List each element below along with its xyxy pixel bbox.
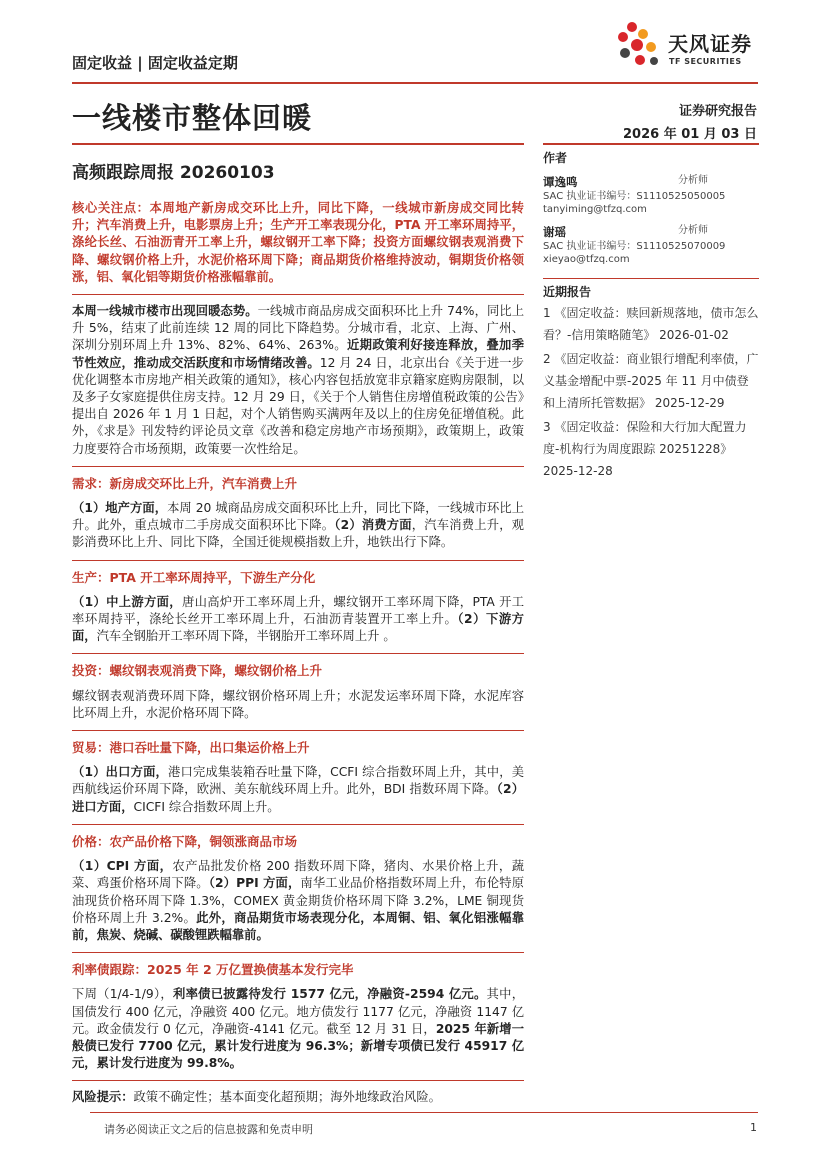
section-text: 汽车全钢胎开工率环周下降，半钢胎开工率环周上升 。	[96, 629, 396, 644]
section-divider	[72, 1080, 524, 1081]
authors-heading: 作者	[543, 143, 759, 166]
section-bold-text: 此外，商品期货市场表现分化，本周铜、铝、氧化铝涨幅靠前，焦炭、烧碱、碳酸锂跌幅靠前。	[72, 910, 524, 942]
section-bold-text: 2025 年新增一般债已发行 7700 亿元，累计发行进度为 96.3%；新增专项债已发行 45917 亿元，累计发行进度为 99.8%。	[72, 1021, 524, 1071]
recent-report-item[interactable]: 3 《固定收益：保险和大行加大配置力度-机构行为周度跟踪 20251228》 2025-12-28	[543, 420, 747, 478]
author-email[interactable]: tanyiming@tfzq.com	[543, 204, 647, 215]
report-category: 固定收益 | 固定收益定期	[72, 54, 238, 72]
core-summary	[72, 200, 524, 286]
section-text: 港口完成集装箱吞吐量下降，CCFI 综合指数环周上升，其中，美西航线运价环周下降，欧洲、美东航线环周上升。此外，BDI 指数环周下降。	[72, 765, 524, 797]
section-divider	[72, 824, 524, 825]
author-name: 谢瑶	[543, 225, 566, 239]
section-text: ，汽车消费上升，观影消费环比上升、同比下降，全国迁徙规模指数上升，地铁出行下降。	[72, 518, 524, 550]
core-label: 核心关注点：	[72, 201, 150, 215]
page-subtitle: 高频跟踪周报 20260103	[72, 163, 275, 183]
recent-report-item[interactable]: 1 《固定收益：赎回新规落地，债市怎么看？-信用策略随笔》 2026-01-02	[543, 306, 759, 342]
section-divider	[72, 653, 524, 654]
author-card	[543, 174, 759, 216]
author-row	[543, 224, 708, 240]
risk-warning	[72, 1089, 524, 1106]
section-paragraph	[72, 764, 524, 816]
company-logo	[612, 20, 772, 70]
intro-text-2: 12 月 24 日，北京出台《关于进一步优化调整本市房地产相关政策的通知》，核心内容包括放宽非京籍家庭购房限制，以及多子女家庭提供住房支持。12 月 29 日，《关于个人销售住房增值税政策的公告》提出自 2026 年 1 月 1 日起，对个人销售购买满两年及以上的住房免征增值税。此外，《求是》刊发特约评论员文章《改善和稳定房地产市场预期》，政策期上，政策力度要符合市场预期，政策要一次性给足。	[72, 355, 524, 456]
section-bold-text: （2）进口方面，	[72, 782, 524, 814]
header-divider	[72, 82, 758, 84]
section-paragraph	[72, 858, 524, 944]
title-divider	[72, 143, 524, 145]
author-cert: SAC 执业证书编号：S1110525070009	[543, 241, 726, 252]
section-heading: 生产：PTA 开工率环周持平，下游生产分化	[72, 569, 316, 585]
author-row	[543, 174, 708, 190]
section-text: 本周 20 城商品房成交面积环比上升，同比下降，一线城市环比上升。此外，重点城市二手房成交面积环比下降。	[72, 501, 525, 533]
footer-divider	[90, 1112, 758, 1113]
section-heading: 价格：农产品价格下降，铜领涨商品市场	[72, 833, 298, 849]
intro-paragraph	[72, 303, 524, 458]
core-text: 本周地产新房成交环比上升，同比下降，一线城市新房成交同比转升；汽车消费上升，电影票房上升；生产开工率表现分化，PTA 开工率环周持平，涤纶长丝、石油沥青开工率上升，螺纹钢开工率下降；投资方面螺纹钢表观消费下降、螺纹钢价格上升，水泥价格环周下降；商品期货价格维持波动，铜期货价格领涨，铝、氧化铝等期货价格涨幅靠前。	[72, 201, 524, 284]
intro-text-1: 一线城市商品房成交面积环比上升 74%，同比上升 5%，结束了此前连续 12 周的同比下降趋势。分城市看，北京、上海、广州、深圳分别环周上升 13%、82%、64%、263%。	[72, 304, 524, 353]
section-heading: 需求：新房成交环比上升，汽车消费上升	[72, 475, 298, 491]
author-email[interactable]: xieyao@tfzq.com	[543, 254, 630, 265]
section-text: 农产品批发价格 200 指数环周下降，猪肉、水果价格上升，蔬菜、鸡蛋价格环周下降。	[72, 859, 524, 891]
report-date: 2026 年 01 月 03 日	[623, 127, 757, 142]
sections	[72, 466, 524, 1072]
section-text: 其中，国债发行 400 亿元，净融资 400 亿元。地方债发行 1177 亿元，净融资 1147 亿元。政金债发行 0 亿元，净融资-4141 亿元。截至 12 月 31 日，	[72, 987, 524, 1036]
section-bold-text: （1）出口方面，	[72, 765, 169, 780]
author-role: 分析师	[678, 225, 708, 236]
main-content	[72, 200, 524, 1115]
sidebar	[543, 143, 759, 482]
section-divider	[72, 730, 524, 731]
section-bold-text: （2）下游方面，	[72, 612, 524, 644]
authors-list	[543, 174, 759, 266]
recent-reports-list	[543, 302, 759, 482]
section-paragraph	[72, 500, 524, 552]
page-number: 1	[750, 1121, 757, 1134]
section-heading: 利率债跟踪：2025 年 2 万亿置换债基本发行完毕	[72, 962, 354, 978]
footer-disclaimer: 请务必阅读正文之后的信息披露和免责申明	[104, 1123, 313, 1136]
section-text: CICFI 综合指数环周上升。	[133, 799, 280, 814]
section-divider	[72, 294, 524, 295]
risk-label: 风险提示：	[72, 1090, 134, 1105]
section-heading: 投资：螺纹钢表观消费下降，螺纹钢价格上升	[72, 663, 323, 679]
section-text: 下周（1/4-1/9），	[72, 987, 174, 1002]
intro-bold-2: 近期政策利好接连释放，叠加季节性效应，推动成交活跃度和市场情绪改善。	[72, 338, 524, 370]
section-bold-text: （2）PPI 方面，	[208, 876, 301, 891]
page-title: 一线楼市整体回暖	[72, 101, 313, 135]
author-card	[543, 224, 759, 266]
section-text: 南华工业品价格指数环周上升，布伦特原油现货价格环周下降 1.3%，COMEX 黄金期货价格环周下降 3.2%，LME 铜现货价格环周上升 3.2%。	[72, 876, 524, 925]
section-divider	[72, 466, 524, 467]
section-bold-text: 利率债已披露待发行 1577 亿元，净融资-2594 亿元。	[173, 987, 487, 1002]
logo-mark-icon	[612, 20, 664, 70]
author-cert: SAC 执业证书编号：S1110525050005	[543, 191, 726, 202]
risk-text: 政策不确定性；基本面变化超预期；海外地缘政治风险。	[133, 1090, 441, 1105]
section-bold-text: （2）消费方面	[334, 518, 412, 533]
section-heading: 贸易：港口吞吐量下降，出口集运价格上升	[72, 740, 310, 756]
section-bold-text: （1）地产方面，	[72, 501, 168, 516]
section-bold-text: （1）中上游方面，	[72, 594, 182, 609]
section-text: 螺纹钢表观消费环周下降，螺纹钢价格环周上升；水泥发运率环周下降，水泥库容比环周上升，水泥价格环周下降。	[72, 688, 524, 720]
section-paragraph	[72, 594, 524, 646]
recent-reports-heading: 近期报告	[543, 278, 759, 300]
author-role: 分析师	[678, 175, 708, 186]
intro-bold-1: 本周一线城市楼市出现回暖态势。	[72, 304, 258, 319]
recent-report-item[interactable]: 2 《固定收益：商业银行增配利率债，广义基金增配中票-2025 年 11 月中债登和上清所托管数据》 2025-12-29	[543, 352, 759, 410]
logo-text: 天风证券	[668, 32, 752, 56]
section-bold-text: （1）CPI 方面，	[72, 859, 173, 874]
author-name: 谭逸鸣	[543, 175, 578, 189]
section-divider	[72, 952, 524, 953]
section-paragraph	[72, 688, 524, 722]
logo-text-en: TF SECURITIES	[669, 57, 742, 66]
section-paragraph	[72, 986, 524, 1072]
report-type: 证券研究报告	[678, 104, 757, 119]
section-divider	[72, 560, 524, 561]
section-text: 唐山高炉开工率环周上升，螺纹钢开工率环周下降，PTA 开工率环周持平，涤纶长丝开工率环周上升，石油沥青装置开工率上升。	[72, 594, 524, 627]
